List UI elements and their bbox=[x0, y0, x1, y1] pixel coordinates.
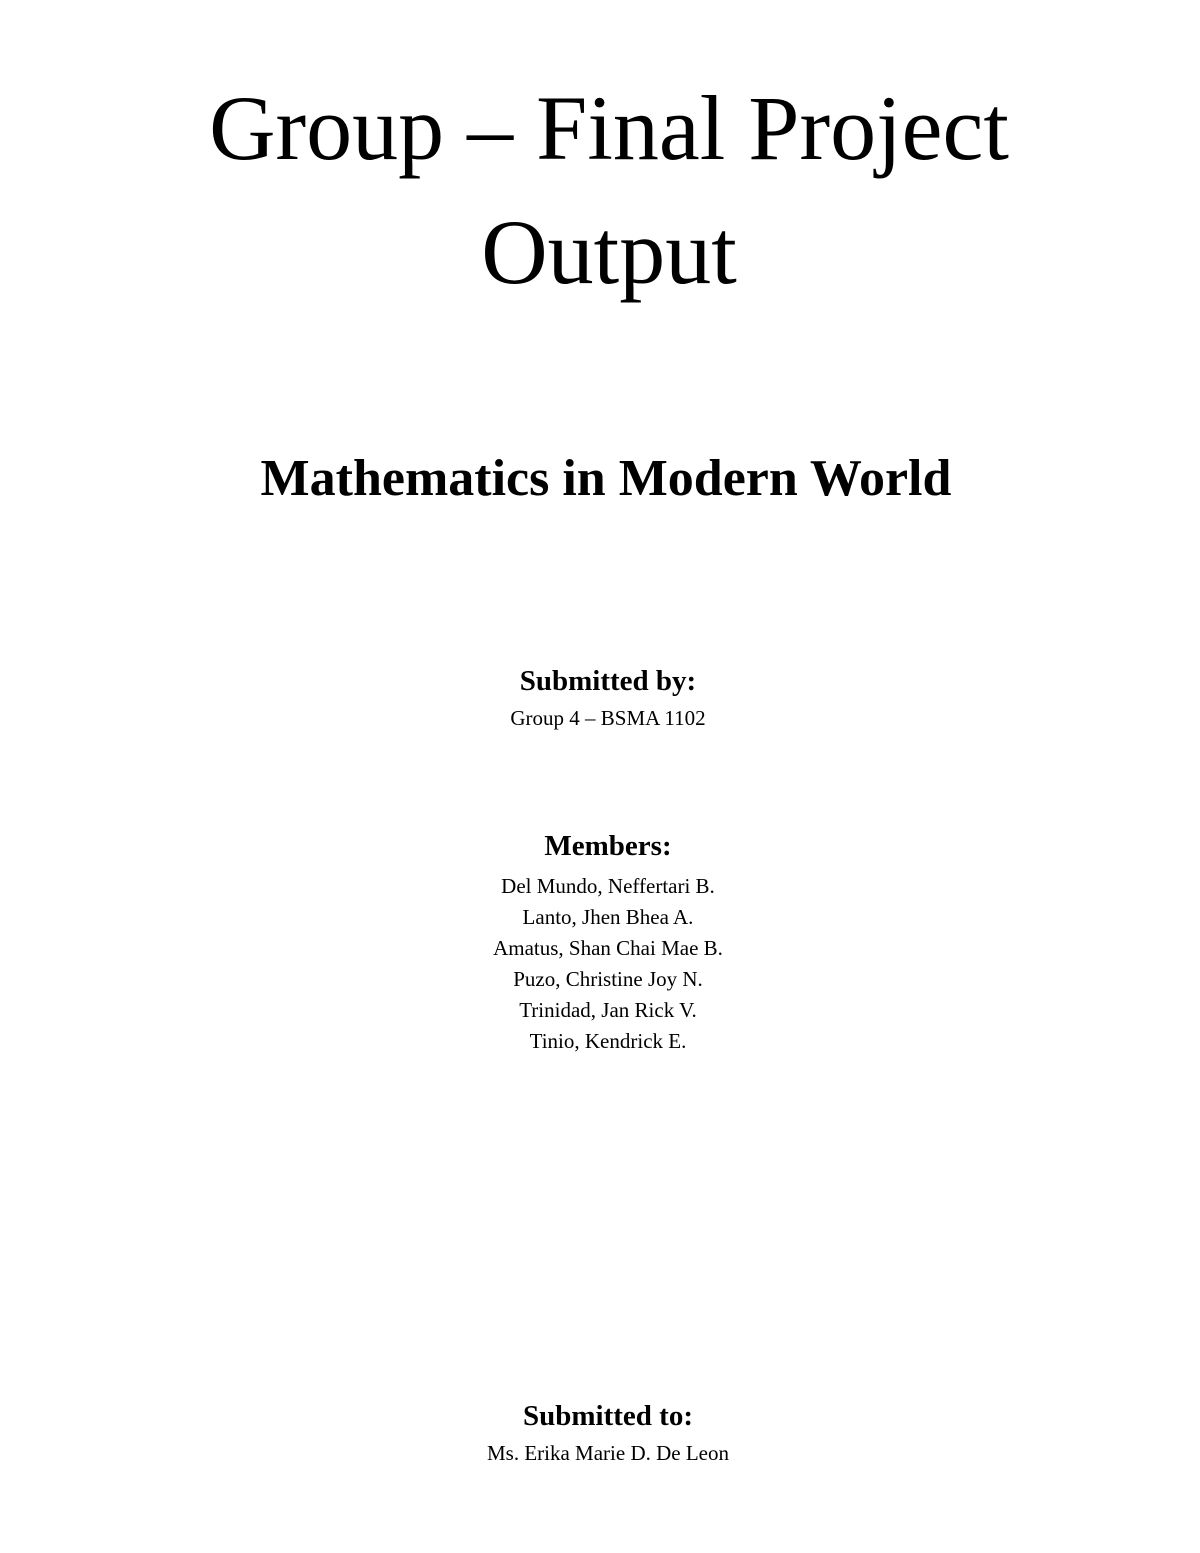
title-line-1: Group – Final Project bbox=[209, 77, 1009, 179]
member-name: Tinio, Kendrick E. bbox=[529, 1029, 687, 1053]
course-subtitle: Mathematics in Modern World bbox=[260, 450, 952, 507]
submitted-to-value: Ms. Erika Marie D. De Leon bbox=[486, 1441, 729, 1465]
member-name: Trinidad, Jan Rick V. bbox=[519, 998, 697, 1022]
members-label: Members: bbox=[544, 830, 672, 862]
member-name: Puzo, Christine Joy N. bbox=[513, 967, 703, 991]
member-name: Lanto, Jhen Bhea A. bbox=[522, 905, 694, 929]
member-name: Del Mundo, Neffertari B. bbox=[501, 874, 715, 898]
title-line-2: Output bbox=[481, 201, 737, 303]
members-list bbox=[0, 871, 1200, 1057]
submitted-by-label: Submitted by: bbox=[519, 665, 697, 697]
submitted-to-label: Submitted to: bbox=[523, 1400, 693, 1432]
member-name: Amatus, Shan Chai Mae B. bbox=[493, 936, 723, 960]
submitted-by-value: Group 4 – BSMA 1102 bbox=[510, 706, 706, 730]
